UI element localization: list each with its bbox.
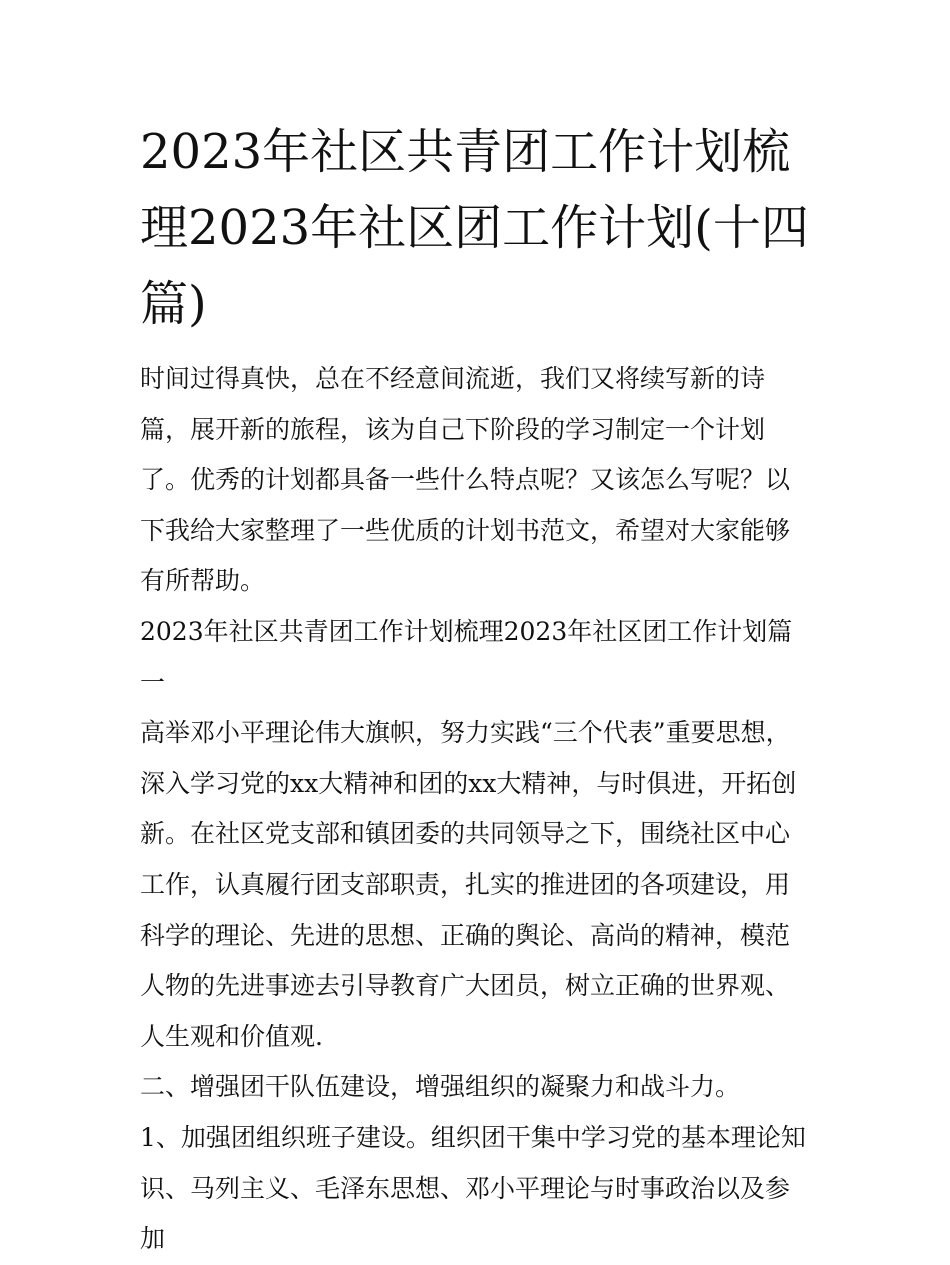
paragraph-section-heading: 2023年社区共青团工作计划梳理2023年社区团工作计划篇一 [140,616,793,697]
document-body [140,354,812,1265]
paragraph-intro: 时间过得真快，总在不经意间流逝，我们又将续写新的诗篇，展开新的旅程，该为自己下阶段的学习制定一个计划了。优秀的计划都具备一些什么特点呢？又该怎么写呢？以下我给大家整理了一些优质的计划书范文，希望对大家能够有所帮助。 [140,364,791,596]
paragraph-guiding-principle: 高举邓小平理论伟大旗帜，努力实践“三个代表”重要思想，深入学习党的xx大精神和团的xx大精神，与时俱进，开拓创新。在社区党支部和镇团委的共同领导之下，围绕社区中心工作，认真履行团支部职责，扎实的推进团的各项建设，用科学的理论、先进的思想、正确的舆论、高尚的精神，模范人物的先进事迹去引导教育广大团员，树立正确的世界观、人生观和价值观. [140,718,797,1051]
document-title: 2023年社区共青团工作计划梳理2023年社区团工作计划(十四篇) [140,124,809,332]
paragraph-heading-two: 二、增强团干队伍建设，增强组织的凝聚力和战斗力。 [140,1072,741,1102]
paragraph-item-one: 1、加强团组织班子建设。组织团干集中学习党的基本理论知识、马列主义、毛泽东思想、邓小平理论与时事政治以及参加 [140,1122,806,1254]
